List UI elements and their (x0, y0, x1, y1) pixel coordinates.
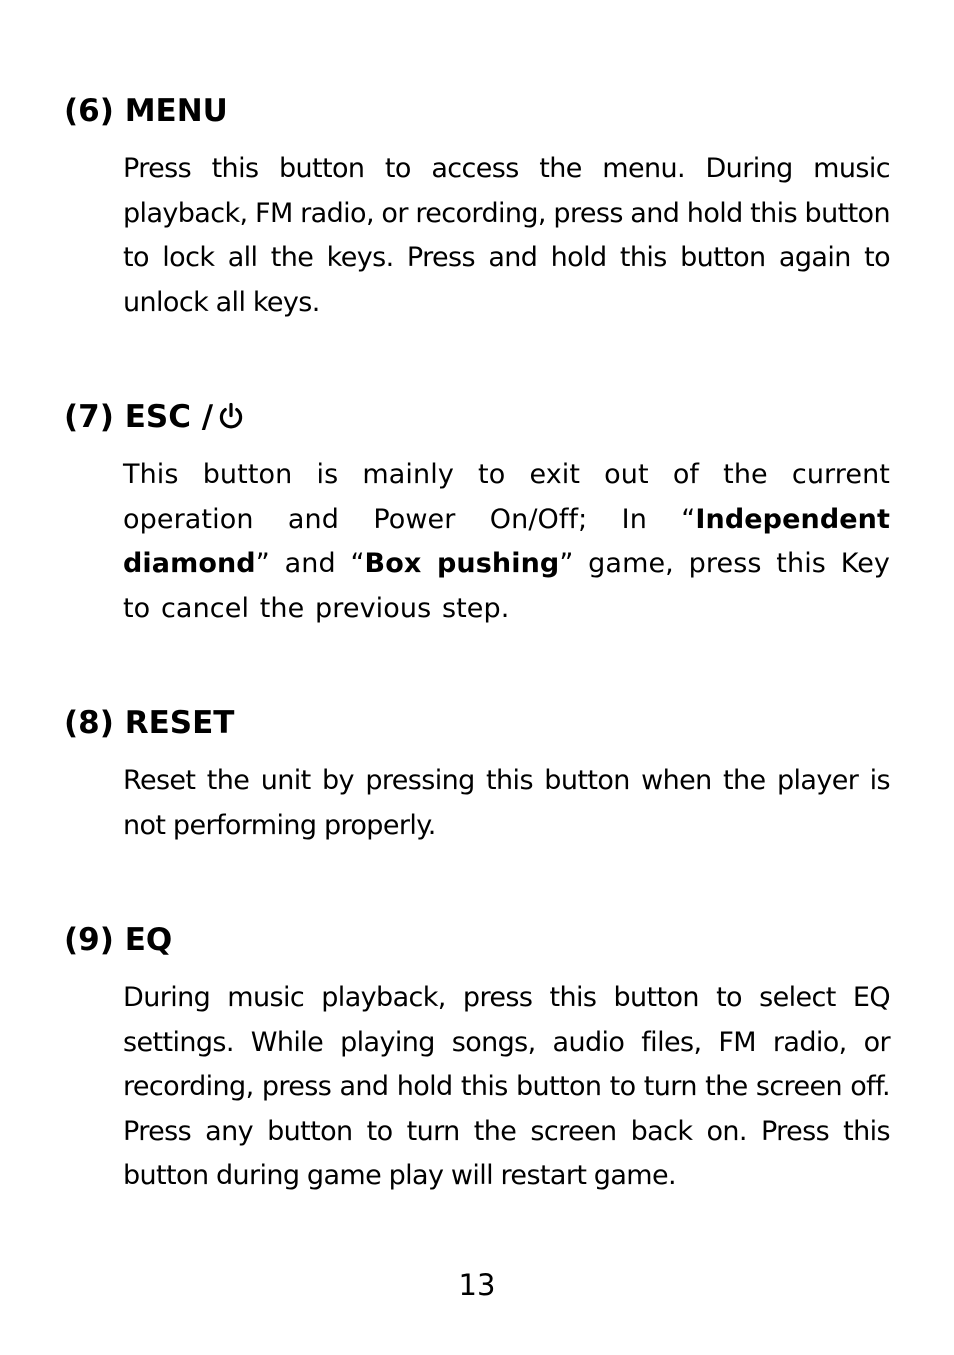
heading-esc (64, 397, 244, 437)
heading-eq: (9) EQ (64, 922, 173, 958)
heading-menu: (6) MENU (64, 93, 228, 129)
paragraph-esc-text-1: This button is mainly to exit out of the current operation and Power On/Off; In “ (123, 459, 890, 535)
paragraph-esc-text-2: ” and “ (255, 548, 365, 580)
paragraph-esc-bold-box-pushing: Box pushing (364, 548, 560, 580)
paragraph-reset: Reset the unit by pressing this button when the player is not performing properly. (123, 765, 890, 841)
paragraph-esc-bold-independent-diamond: Independent diamond (123, 503, 890, 580)
page-number: 13 (458, 1268, 496, 1302)
power-icon (218, 401, 244, 431)
paragraph-esc-text-3: ” game, press this Key to cancel the previous step. (123, 548, 890, 624)
paragraph-esc (123, 453, 890, 631)
paragraph-menu: Press this button to access the menu. During music playback, FM radio, or recording, press and hold this button to lock all the keys. Press and hold this button again to unlock all keys. (123, 153, 890, 318)
heading-reset: (8) RESET (64, 705, 235, 741)
paragraph-eq: During music playback, press this button to select EQ settings. While playing songs, audio files, FM radio, or recording, press and hold this button to turn the screen off. Press any button to turn the screen back on. Press this button during game play will restart game. (123, 982, 890, 1192)
heading-esc-label: (7) ESC / (64, 399, 214, 435)
